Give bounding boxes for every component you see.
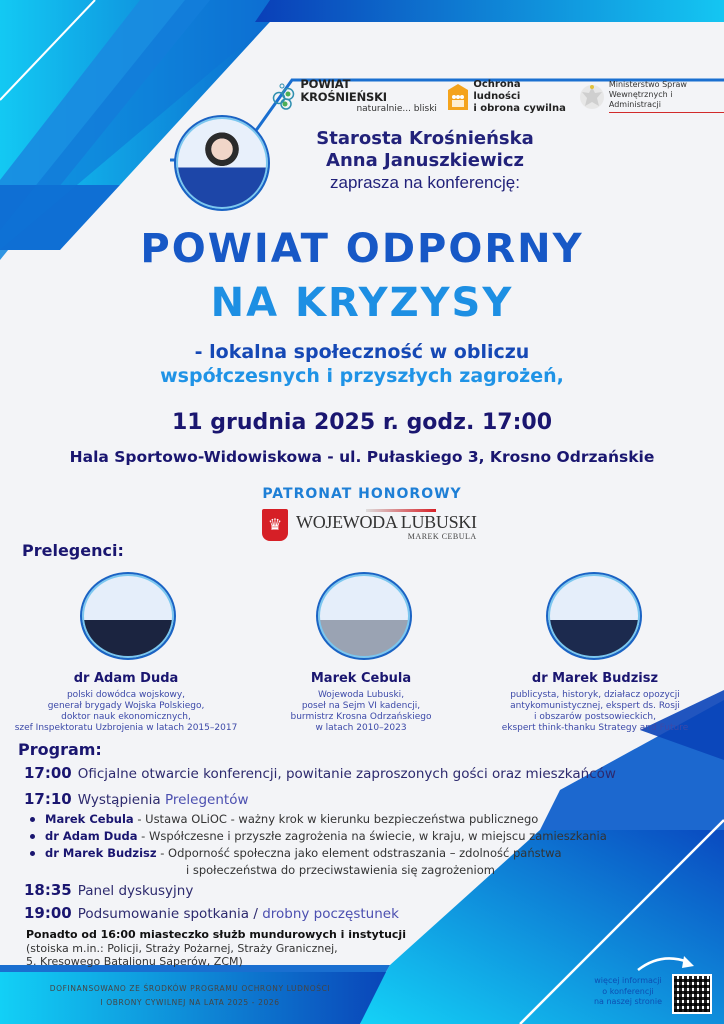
speaker-photo-marek-budzisz [546,572,642,660]
speaker-card [470,671,720,734]
program-text: Wystąpienia [77,792,161,808]
talk-speaker: Marek Cebula [45,812,134,826]
logo-line2: i obrona cywilna [473,102,566,114]
desc-line: i obszarów postsowieckich, [534,712,656,722]
program-time: 18:35 [24,881,72,899]
logo-line1: Ministerstwo Spraw [608,80,687,89]
talk-topic: - Ustawa OLiOC - ważny krok w kierunku bezpieczeństwa publicznego [133,812,539,826]
desc-line: publicysta, historyk, działacz opozycji [510,690,680,700]
bullet-icon [30,817,35,822]
funding-note [20,982,360,1010]
program-time: 17:00 [24,764,72,782]
speaker-name: dr Marek Budzisz [531,671,659,686]
program-time: 17:10 [24,790,72,808]
speaker-card [1,671,251,734]
program-item [24,764,616,782]
desc-line: burmistrz Krosna Odrzańskiego [290,712,432,722]
civil-defence-icon [447,83,468,111]
host-name: Anna Januszkiewicz [326,150,524,171]
host-title: Starosta Krośnieńska [316,128,534,149]
additional-info [26,928,406,969]
program-text: Panel dyskusyjny [77,883,194,899]
desc-line: polski dowódca wojskowy, [66,690,186,700]
polish-eagle-icon: ♛ [262,509,288,541]
funding-line: I OBRONY CYWILNEJ NA LATA 2025 - 2026 [100,998,280,1007]
speaker-description [236,690,486,734]
qr-caption-line: na naszej stronie [593,997,663,1006]
qr-code[interactable] [672,974,712,1014]
event-subtitle-line2: współczesnych i przyszłych zagrożeń, [160,365,564,387]
additional-info-bold: Ponadto od 16:00 miasteczko służb mundurowych i instytucji [26,928,406,941]
desc-line: poseł na Sejm VI kadencji, [301,701,421,711]
program-time: 19:00 [24,904,72,922]
logo-ochrona-ludnosci [447,79,569,115]
speaker-photo-adam-duda [80,572,176,660]
speaker-photo-marek-cebula [316,572,412,660]
speaker-description [470,690,720,734]
event-venue: Hala Sportowo-Widowiskowa - ul. Pułaskiego 3, Krosno Odrzańskie [69,448,655,466]
additional-info-line: 5. Kresowego Batalionu Saperów, ZCM) [26,955,243,968]
logo-powiat-krosnienski [272,78,437,115]
program-text-highlight: Prelegentów [164,792,249,808]
talk-item [30,846,562,860]
patron-person: MAREK CEBULA [407,532,477,541]
logo-mswia-text [609,80,724,113]
event-title-line2: NA KRYZYSY [210,280,514,326]
logo-line1: Ochrona ludności [473,78,521,102]
talk-topic-continuation: i społeczeństwa do przeciwstawienia się zagrożeniom [186,863,495,877]
desc-line: antykomunistycznej, ekspert ds. Rosji [510,701,680,711]
logo-title: POWIAT KROŚNIEŃSKI [300,77,387,104]
logo-mswia [579,80,724,113]
speaker-name: Marek Cebula [310,671,412,686]
qr-caption-line: o konferencji [602,986,654,996]
program-text: Podsumowanie spotkania / [77,906,258,922]
talk-speaker: dr Marek Budzisz [45,846,157,860]
desc-line: doktor nauk ekonomicznych, [61,712,191,722]
desc-line: generał brygady Wojska Polskiego, [47,701,205,711]
event-title-line1: POWIAT ODPORNY [140,226,584,272]
program-text: Oficjalne otwarcie konferencji, powitanie zaproszonych gości oraz mieszkańców [77,766,616,782]
logo-tagline: naturalnie... bliski [356,104,437,114]
logo-line2: Wewnętrznych i Administracji [608,90,673,109]
talk-item [30,812,538,826]
additional-info-line: (stoiska m.in.: Policji, Straży Pożarnej, Straży Granicznej, [26,941,338,955]
speakers-heading: Prelegenci: [22,541,124,560]
host-invitation [255,128,595,194]
program-heading: Program: [18,740,102,759]
speaker-card [236,671,486,734]
speaker-description [1,690,251,734]
desc-line: Wojewoda Lubuski, [317,690,405,700]
patron-title: WOJEWODA LUBUSKI [296,512,477,532]
desc-line: ekspert think-thanku Strategy and Future [501,723,689,733]
desc-line: szef Inspektoratu Uzbrojenia w latach 2015–2017 [14,723,238,733]
bullet-icon [30,851,35,856]
bullet-icon [30,834,35,839]
eagle-emblem-icon [579,83,604,111]
funding-line: DOFINANSOWANO ZE ŚRODKÓW PROGRAMU OCHRONY LUDNOŚCI [49,984,331,993]
event-subtitle-line1: - lokalna społeczność w obliczu [194,341,530,363]
qr-caption [588,976,668,1008]
patronage-heading: PATRONAT HONOROWY [262,486,462,502]
program-item [24,904,399,922]
program-item [24,790,249,808]
speaker-name: dr Adam Duda [73,671,179,686]
patron-logo [262,509,477,541]
program-text-highlight: drobny poczęstunek [262,906,399,922]
event-date: 11 grudnia 2025 r. godz. 17:00 [171,410,553,435]
talk-topic: - Odporność społeczna jako element odstraszania – zdolność państwa [156,846,562,860]
powiat-bubbles-icon [272,83,295,111]
program-item [24,881,193,899]
talk-topic: - Współczesne i przyszłe zagrożenia na świecie, w kraju, w miejscu zamieszkania [137,829,607,843]
talk-speaker: dr Adam Duda [45,829,138,843]
invitation-text: zaprasza na konferencję: [330,173,520,192]
curved-arrow-icon [636,950,696,974]
partner-logos [272,78,724,115]
talk-item [30,829,607,843]
desc-line: w latach 2010–2023 [315,723,407,733]
qr-caption-line: więcej informacji [594,976,662,985]
